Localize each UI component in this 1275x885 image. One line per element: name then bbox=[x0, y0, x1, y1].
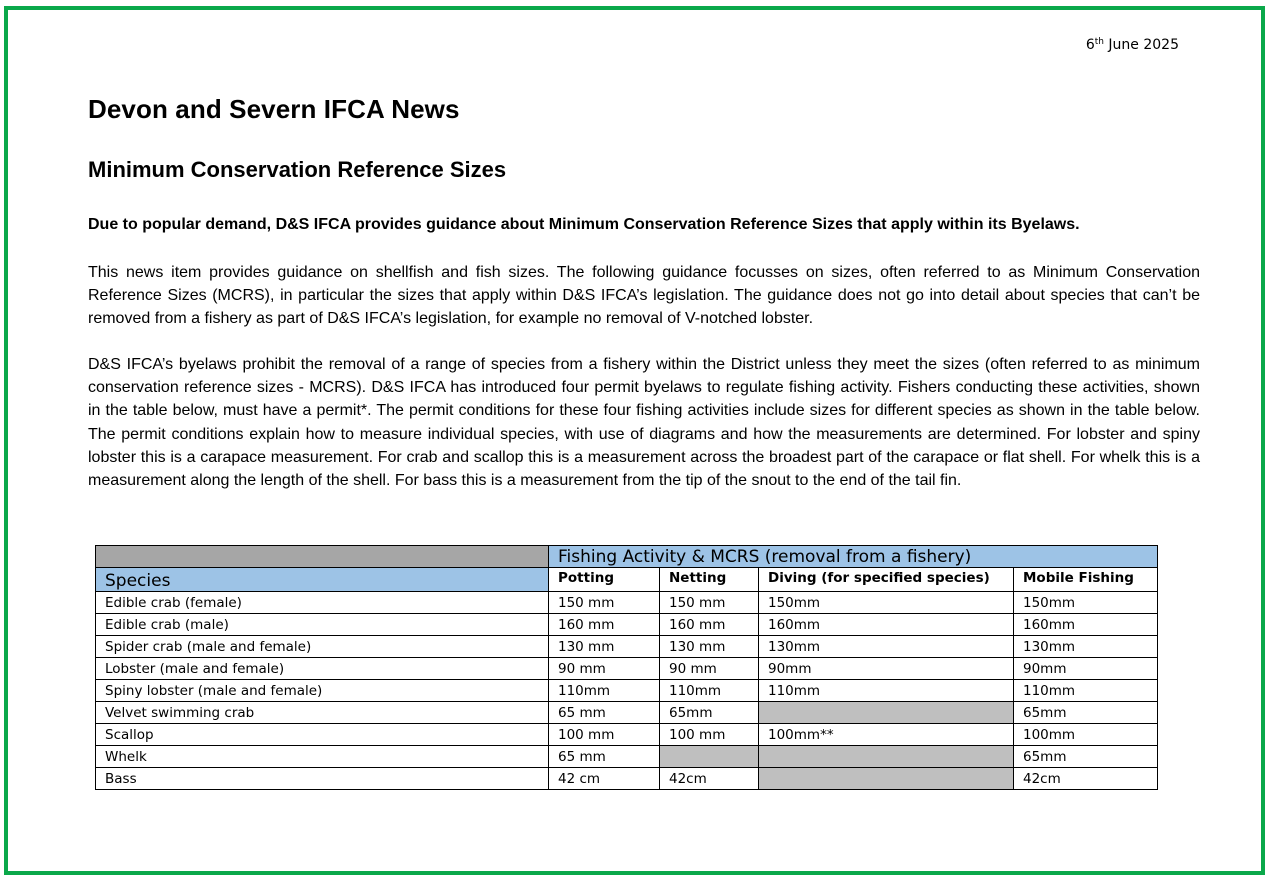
size-cell: 130 mm bbox=[660, 636, 759, 658]
table-row bbox=[96, 636, 1158, 658]
column-header-diving: Diving (for specified species) bbox=[759, 568, 1014, 592]
size-cell: 42cm bbox=[1014, 768, 1158, 790]
size-cell: 65mm bbox=[1014, 702, 1158, 724]
size-cell: 65mm bbox=[1014, 746, 1158, 768]
column-header-potting: Potting bbox=[549, 568, 660, 592]
table-row bbox=[96, 768, 1158, 790]
publication-date: 6th June 2025 bbox=[1085, 37, 1179, 53]
size-cell: 110mm bbox=[759, 680, 1014, 702]
species-cell: Whelk bbox=[96, 746, 549, 768]
size-cell: 150mm bbox=[759, 592, 1014, 614]
size-cell: 130mm bbox=[759, 636, 1014, 658]
species-cell: Edible crab (male) bbox=[96, 614, 549, 636]
table-group-header-row bbox=[96, 546, 1158, 568]
size-cell: 100 mm bbox=[660, 724, 759, 746]
species-cell: Lobster (male and female) bbox=[96, 658, 549, 680]
species-cell: Scallop bbox=[96, 724, 549, 746]
not-applicable-cell bbox=[759, 702, 1014, 724]
size-cell: 100mm bbox=[1014, 724, 1158, 746]
size-cell: 110mm bbox=[1014, 680, 1158, 702]
table-row bbox=[96, 702, 1158, 724]
size-cell: 65 mm bbox=[549, 746, 660, 768]
species-cell: Bass bbox=[96, 768, 549, 790]
table-column-header-row bbox=[96, 568, 1158, 592]
size-cell: 90 mm bbox=[660, 658, 759, 680]
size-cell: 65 mm bbox=[549, 702, 660, 724]
not-applicable-cell bbox=[759, 746, 1014, 768]
table-body bbox=[96, 592, 1158, 790]
size-cell: 110mm bbox=[660, 680, 759, 702]
not-applicable-cell bbox=[660, 746, 759, 768]
size-cell: 90mm bbox=[1014, 658, 1158, 680]
size-cell: 130mm bbox=[1014, 636, 1158, 658]
column-header-mobile-fishing: Mobile Fishing bbox=[1014, 568, 1158, 592]
species-cell: Edible crab (female) bbox=[96, 592, 549, 614]
size-cell: 90 mm bbox=[549, 658, 660, 680]
table-row bbox=[96, 746, 1158, 768]
table-row bbox=[96, 680, 1158, 702]
table-row bbox=[96, 724, 1158, 746]
size-cell: 130 mm bbox=[549, 636, 660, 658]
page-frame bbox=[4, 6, 1265, 875]
size-cell: 100 mm bbox=[549, 724, 660, 746]
byelaws-paragraph: D&S IFCA’s byelaws prohibit the removal of a range of species from a fishery within the District unless they meet the sizes (often referred to as minimum conservation reference sizes - MCRS). D&S IFCA has introduced four permit byelaws to regulate fishing activity. Fishers conducting these activities, shown in the table below, must have a permit*. The permit conditions for these four fishing activities include sizes for different species as shown in the table below. The permit conditions explain how to measure individual species, with use of diagrams and how the measurements are determined. For lobster and spiny lobster this is a carapace measurement. For crab and scallop this is a measurement across the broadest part of the carapace or flat shell. For whelk this is a measurement along the length of the shell. For bass this is a measurement from the tip of the snout to the end of the tail fin. bbox=[88, 356, 1200, 490]
species-cell: Velvet swimming crab bbox=[96, 702, 549, 724]
page-title: Devon and Severn IFCA News bbox=[88, 94, 460, 124]
fishing-activity-header: Fishing Activity & MCRS (removal from a fishery) bbox=[549, 546, 1158, 568]
size-cell: 150mm bbox=[1014, 592, 1158, 614]
size-cell: 160 mm bbox=[549, 614, 660, 636]
size-cell: 160 mm bbox=[660, 614, 759, 636]
table-corner-cell bbox=[96, 546, 549, 568]
size-cell: 100mm** bbox=[759, 724, 1014, 746]
size-cell: 160mm bbox=[1014, 614, 1158, 636]
species-header: Species bbox=[96, 568, 549, 592]
page-subtitle: Minimum Conservation Reference Sizes bbox=[88, 157, 507, 182]
not-applicable-cell bbox=[759, 768, 1014, 790]
lead-paragraph: Due to popular demand, D&S IFCA provides guidance about Minimum Conservation Reference Sizes that apply within its Byelaws. bbox=[88, 216, 1080, 233]
size-cell: 90mm bbox=[759, 658, 1014, 680]
size-cell: 42 cm bbox=[549, 768, 660, 790]
table-row bbox=[96, 592, 1158, 614]
column-header-netting: Netting bbox=[660, 568, 759, 592]
table-row bbox=[96, 658, 1158, 680]
size-cell: 65mm bbox=[660, 702, 759, 724]
size-cell: 42cm bbox=[660, 768, 759, 790]
table-row bbox=[96, 614, 1158, 636]
size-cell: 150 mm bbox=[549, 592, 660, 614]
mcrs-table bbox=[95, 545, 1158, 790]
species-cell: Spider crab (male and female) bbox=[96, 636, 549, 658]
size-cell: 110mm bbox=[549, 680, 660, 702]
species-cell: Spiny lobster (male and female) bbox=[96, 680, 549, 702]
size-cell: 150 mm bbox=[660, 592, 759, 614]
intro-paragraph: This news item provides guidance on shellfish and fish sizes. The following guidance focusses on sizes, often referred to as Minimum Conservation Reference Sizes (MCRS), in particular the sizes that apply within D&S IFCA’s legislation. The guidance does not go into detail about species that can’t be removed from a fishery as part of D&S IFCA’s legislation, for example no removal of V-notched lobster. bbox=[88, 264, 1200, 328]
size-cell: 160mm bbox=[759, 614, 1014, 636]
